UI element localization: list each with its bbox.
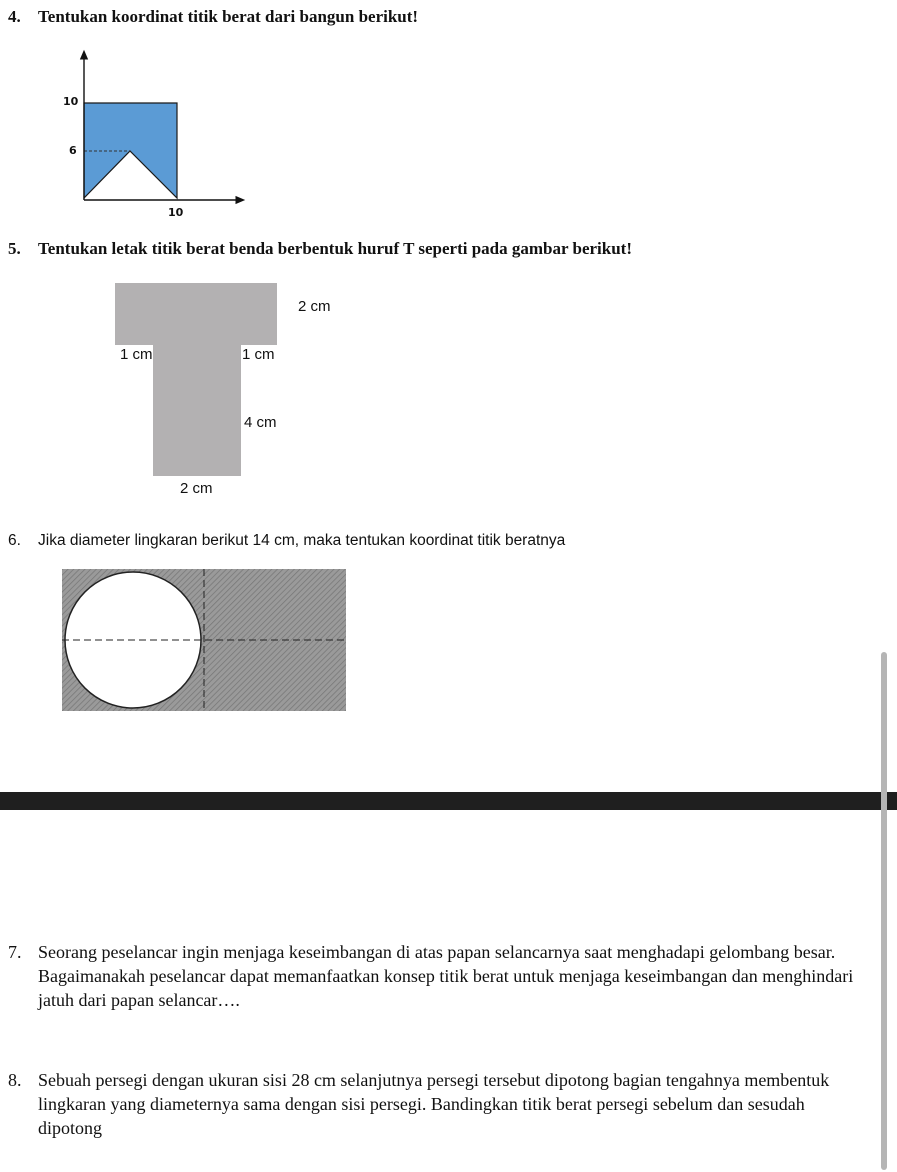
question-text: Tentukan letak titik berat benda berbentuk huruf T seperti pada gambar berikut! <box>38 239 632 258</box>
figure-4-svg <box>55 48 255 223</box>
pentagon-shape <box>84 103 177 198</box>
figure-6 <box>62 569 346 711</box>
question-number: 7. <box>8 942 22 962</box>
figure-5-svg <box>110 278 370 508</box>
label-stem-width: 2 cm <box>180 480 213 497</box>
question-text: Jika diameter lingkaran berikut 14 cm, maka tentukan koordinat titik beratnya <box>38 532 566 549</box>
label-left-overhang: 1 cm <box>120 346 153 363</box>
question-number: 5. <box>8 239 21 258</box>
y-tick-6: 6 <box>69 144 77 157</box>
x-tick-10: 10 <box>168 206 184 219</box>
question-text: Sebuah persegi dengan ukuran sisi 28 cm selanjutnya persegi tersebut dipotong bagian tengahnya membentuk lingkaran yang diameternya sama dengan sisi persegi. Bandingkan titik berat persegi sebelum dan sesudah dipotong <box>38 1070 830 1138</box>
page-divider <box>0 792 897 810</box>
label-top-width: 2 cm <box>298 298 331 315</box>
question-text: Tentukan koordinat titik berat dari bangun berikut! <box>38 7 419 26</box>
question-text: Seorang peselancar ingin menjaga keseimbangan di atas papan selancarnya saat menghadapi gelombang besar. Bagaimanakah peselancar dapat memanfaatkan konsep titik berat untuk menjaga keseimbangan dan menghindari jatuh dari papan selancar…. <box>38 942 854 1010</box>
label-right-overhang: 1 cm <box>242 346 275 363</box>
figure-5 <box>110 278 370 508</box>
question-number: 8. <box>8 1070 22 1090</box>
question-number: 4. <box>8 7 21 26</box>
scrollbar-thumb[interactable] <box>881 652 887 1170</box>
label-stem-height: 4 cm <box>244 414 277 431</box>
y-tick-10: 10 <box>63 95 79 108</box>
figure-4 <box>55 48 255 223</box>
question-number: 6. <box>8 532 21 549</box>
figure-6-svg <box>62 569 346 711</box>
t-shape <box>115 283 277 476</box>
